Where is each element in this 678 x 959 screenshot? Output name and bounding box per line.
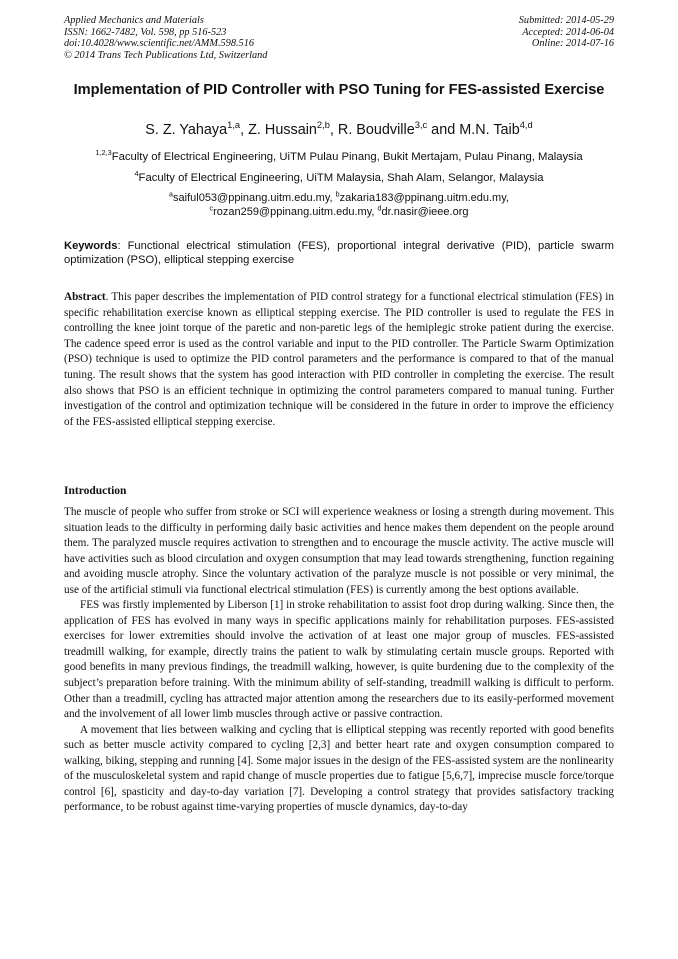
author-separator: and [427, 122, 460, 138]
submitted-date: Submitted: 2014-05-29 [518, 15, 614, 26]
email-address: saiful053@ppinang.uitm.edu.my, [173, 192, 336, 204]
author-name: Z. Hussain [248, 122, 317, 138]
introduction-body [64, 505, 614, 816]
email-address: rozan259@ppinang.uitm.edu.my, [213, 205, 378, 218]
email-line [64, 192, 614, 206]
email-mark: b [335, 190, 340, 199]
abstract-text: . This paper describes the implementation of PID control strategy for a functional electrical stimulation (FES) in specific rehabilitation exercise known as elliptical stepping exercise. The PID controller is used to regulate the FES in controlling the knee joint torque of the paretic and non-paretic legs of the hemiplegic stroke patient during the exercise. The cadence speed error is used as the control variable and input to the PID controller. The Particle Swarm Optimization (PSO) technique is used to optimize the PID control parameters and the performance is compared to that of the manual tuning. The result shows that the system has good interaction with PID controller in completing the exercise. The result also shows that PSO is an efficient technique in optimizing the control parameters compared to manual tuning. Further investigation of the control and optimization technique will be considered in the future in order to improve the efficiency of the FES-assisted elliptical stepping exercise. [64, 291, 614, 428]
abstract [64, 290, 614, 430]
email-address: zakaria183@ppinang.uitm.edu.my, [339, 192, 509, 204]
submission-dates [519, 15, 614, 50]
author-affiliation-mark: 1,a [227, 120, 241, 131]
abstract-label: Abstract [64, 291, 106, 303]
email-mark: d [377, 203, 382, 212]
author-list [64, 122, 614, 138]
affiliation-text: Faculty of Electrical Engineering, UiTM Pulau Pinang, Bukit Mertajam, Pulau Pinang, Malaysia [111, 151, 583, 163]
paper-title: Implementation of PID Controller with PSO Tuning for FES-assisted Exercise [73, 82, 605, 98]
affiliation-text: Faculty of Electrical Engineering, UiTM Malaysia, Shah Alam, Selangor, Malaysia [138, 172, 544, 184]
author-affiliation-mark: 2,b [316, 120, 330, 131]
author-name: R. Boudville [337, 122, 415, 138]
affiliation-mark: 1,2,3 [95, 148, 112, 158]
paragraph: FES was firstly implemented by Liberson [1] in stroke rehabilitation to assist foot drop during walking. Since then, the application of FES has evolved in many ways in specific applications mainly for rehabilitation purposes. FES-assisted exercises for lower extremities should involve the activation of at least one major group of muscles. FES-assisted treadmill walking, for example, directly trains the patient to walk by stimulating certain muscle groups. Reported with good benefits in many previous findings, the treadmill walking, however, is quite burdening due to the complexity of the subject’s preparation before training. With the minimum ability of self-standing, treadmill walking is difficult to perform. Other than a treadmill, cycling has attracted major attention among the researchers due to its easily-performed movement and the involvement of all lower limb muscles through active or passive contraction. [64, 599, 614, 721]
author-separator: , [329, 122, 338, 138]
author-affiliation-mark: 3,c [414, 120, 428, 131]
keywords-label: Keywords [64, 240, 118, 252]
author-emails [64, 192, 614, 219]
email-mark: c [209, 203, 214, 212]
affiliation-line [64, 169, 614, 184]
paragraph: The muscle of people who suffer from stroke or SCI will experience weakness or losing a strength during movement. This situation leads to the difficulty in performing daily basic activities and hence makes them dependent on the people around them. The paralyzed muscle requires activation to strengthen and to encourage the muscle activity. The active muscle will have activities such as blood circulation and oxygen consumption that may lead towards strengthening, function regaining and avoiding muscle atrophy. Since the voluntary activation of the paralyze muscle is not possible or very minimal, the use of the artificial stimuli via functional electrical stimulation (FES) is currently among the best options available. [64, 506, 614, 596]
author-name: M.N. Taib [459, 122, 520, 138]
author-separator: , [240, 122, 249, 138]
journal-doi: doi:10.4028/www.scientific.net/AMM.598.516 [64, 38, 254, 50]
journal-info [64, 15, 267, 61]
author-affiliation-mark: 4,d [519, 120, 533, 131]
section-heading-introduction: Introduction [64, 485, 127, 497]
accepted-date: Accepted: 2014-06-04 [522, 26, 614, 38]
online-date: Online: 2014-07-16 [531, 38, 614, 50]
journal-copyright: © 2014 Trans Tech Publications Ltd, Switzerland [64, 49, 268, 61]
email-address: dr.nasir@ieee.org [381, 205, 469, 218]
author-name: S. Z. Yahaya [145, 122, 228, 138]
journal-issn: ISSN: 1662-7482, Vol. 598, pp 516-523 [64, 26, 227, 38]
keywords [64, 240, 614, 267]
affiliation-mark: 4 [134, 169, 139, 179]
journal-name: Applied Mechanics and Materials [64, 15, 204, 26]
affiliation-line [64, 148, 614, 163]
keywords-text: : Functional electrical stimulation (FES), proportional integral derivative (PID), particle swarm optimization (PSO), elliptical stepping exercise [64, 240, 614, 266]
paragraph: A movement that lies between walking and cycling that is elliptical stepping was recently reported with good benefits such as better muscle activity compared to cycling [2,3] and better heart rate and oxygen consumption compared to walking, biking, stepping and running [4]. Some major issues in the design of the FES-assisted system are the nonlinearity of the musculoskeletal system and rapid change of muscle properties due to fatigue [5,6,7], imprecise muscle force/torque control [6], spasticity and day-to-day variation [7]. Developing a control strategy that provides satisfactory tracking performance, to be robust against time-varying properties of muscle dynamics, day-to-day [64, 723, 614, 814]
email-line [64, 203, 614, 220]
email-mark: a [169, 190, 174, 199]
